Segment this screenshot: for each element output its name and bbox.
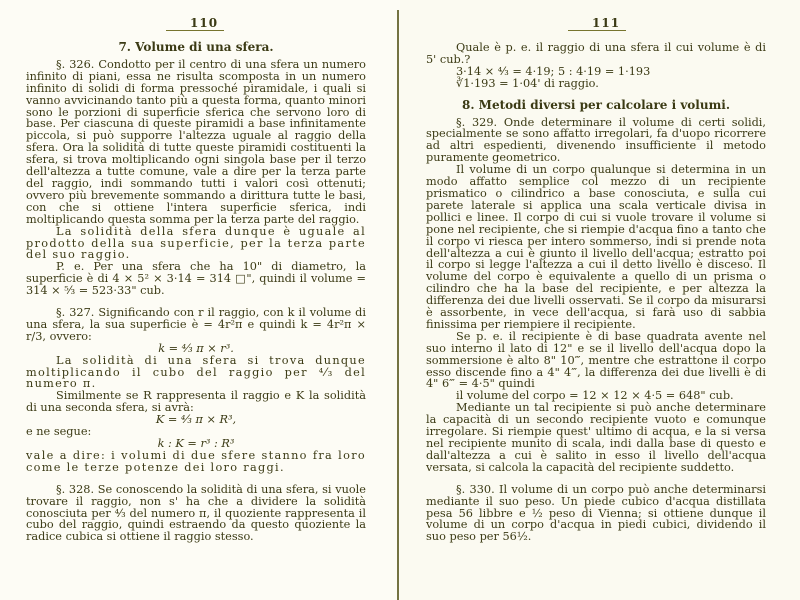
equation-K: K = ⁴⁄₃ π × R³, (155, 413, 237, 427)
section-heading: 8. Metodi diversi per calcolare i volumi. (461, 97, 731, 112)
paragraph-example: P. e. Per una sfera che ha 10" di diametro, la superficie è di 4 × 5² × 3·14 = 314 □", quindi il volume = 314 × ⁵⁄₃ = 523·33" cub. (26, 260, 366, 298)
calculation-2: ∛1·193 = 1·04' di raggio. (456, 76, 599, 90)
paragraph-question: Quale è p. e. il raggio di una sfera il cui volume è di 5' cub.? (426, 41, 766, 66)
calculation-3: il volume del corpo = 12 × 12 × 4·5 = 648" cub. (456, 389, 734, 403)
paragraph-rule-2: La solidità di una sfera si trova dunque moltiplicando il cubo del raggio per ⁴⁄₃ del numero π. (26, 353, 366, 391)
page-number-rule (166, 30, 224, 31)
page-number: 110 (190, 16, 219, 30)
paragraph-volume-method: Il volume di un corpo qualunque si determina in un modo affatto semplice col mezzo di un recipiente prismatico o cilindrico a base conosciuta, e sulla cui parete laterale si applica una scala verticale divisa in pollici e linee. Il corpo di cui si vuole trovare il volume si pone nel recipiente, che si riempie d'acqua fino a tanto che il corpo vi riesca per intero sommerso, indi si prende nota dell'altezza a cui è giunto il livello dell'acqua; estratto poi il corpo si legge l'altezza a cui il detto livello è disceso. Il volume del corpo è equivalente a quello di un prisma o cilindro che ha la base del recipiente, e per altezza la differenza dei due livelli osservati. Se il corpo da misurarsi è assorbente, in vece dell'acqua, si farà uso di sabbia finissima per riempiere il recipiente. (426, 163, 766, 331)
page-number-rule (568, 30, 626, 31)
left-page-text (26, 42, 366, 543)
calculation-1: 3·14 × ⁴⁄₃ = 4·19; 5 : 4·19 = 1·193 (456, 64, 651, 78)
right-page (400, 0, 800, 600)
paragraph-rule: La solidità della sfera dunque è uguale al prodotto della sua superficie, per la terza parte del suo raggio. (26, 224, 366, 262)
page-gutter (397, 10, 399, 600)
paragraph-328: §. 328. Se conoscendo la solidità di una sfera, si vuole trovare il raggio, non s' ha che a dividere la solidità conosciuta per ⁴⁄₃ del numero π, il quoziente rappresenta il cubo del raggio, quindi estraendo da questo quoziente la radice cubica si ottiene il raggio stesso. (26, 482, 366, 544)
paragraph-326: §. 326. Condotto per il centro di una sfera un numero infinito di piani, essa ne risulta scomposta in un numero infinito di solidi di forma pressoché piramidale, i quali si vanno avvicinando tanto più a questa forma, quanto minori sono le porzioni di superficie sferica che servono loro di base. Per ciascuna di queste piramidi a base infinitamente piccola, si può supporre l'altezza uguale al raggio della sfera. Ora la solidità di tutte queste piramidi costituenti la sfera, si trova moltiplicando ogni singola base per il terzo dell'altezza a tutte comune, vale a dire per la terza parte del raggio, indi sommando tutti i valori così ottenuti; ovvero più brevemente sommando a dirittura tutte le basi, con che si ottiene l'intera superficie sferica, indi moltiplicando questa somma per la terza parte del raggio. (26, 57, 366, 226)
right-page-text (426, 42, 766, 543)
page-number: 111 (592, 16, 621, 30)
paragraph-similar: Similmente se R rappresenta il raggio e K la solidità di una seconda sfera, si avrà: (26, 389, 366, 415)
paragraph-capacity: Mediante un tal recipiente si può anche determinare la capacità di un secondo recipiente vuoto e comunque irregolare. Si riempie quest' ultimo di acqua, e la si versa nel recipiente munito di scala, indi dalla base di questo e dall'altezza a cui è salito in esso il livello dell'acqua versata, si calcola la capacità del recipiente suddetto. (426, 401, 766, 474)
section-heading: 7. Volume di una sfera. (118, 40, 274, 54)
equation-k: k = ⁴⁄₃ π × r³. (158, 341, 234, 355)
paragraph-329: §. 329. Onde determinare il volume di certi solidi, specialmente se sono affatto irregolari, fa d'uopo ricorrere ad altri espedienti, divenendo insufficiente il metodo puramente geometrico. (426, 115, 766, 165)
paragraph-330: §. 330. Il volume di un corpo può anche determinarsi mediante il suo peso. Un piede cubico d'acqua distillata pesa 56 libbre e ½ peso di Vienna; si ottiene dunque il volume di un corpo d'acqua in piedi cubici, dividendo il suo peso per 56½. (426, 482, 766, 544)
paragraph-example: Se p. e. il recipiente è di base quadrata avente nel suo interno il lato di 12" e se il livello dell'acqua dopo la sommersione è alto 8" 10‴, mentre che estrattone il corpo esso discende fino a 4" 4‴, la differenza dei due livelli è di 4" 6‴ = 4·5" quindi (426, 329, 766, 391)
equation-ratio: k : K = r³ : R³ (157, 437, 235, 450)
paragraph-conclusion: vale a dire: i volumi di due sfere stanno fra loro come le terze potenze dei loro raggi. (26, 448, 366, 474)
paragraph-segue: e ne segue: (26, 425, 92, 439)
paragraph-327: §. 327. Significando con r il raggio, con k il volume di una sfera, la sua superficie è = 4r²π e quindi k = 4r²π × r/3, ovvero: (26, 306, 366, 343)
